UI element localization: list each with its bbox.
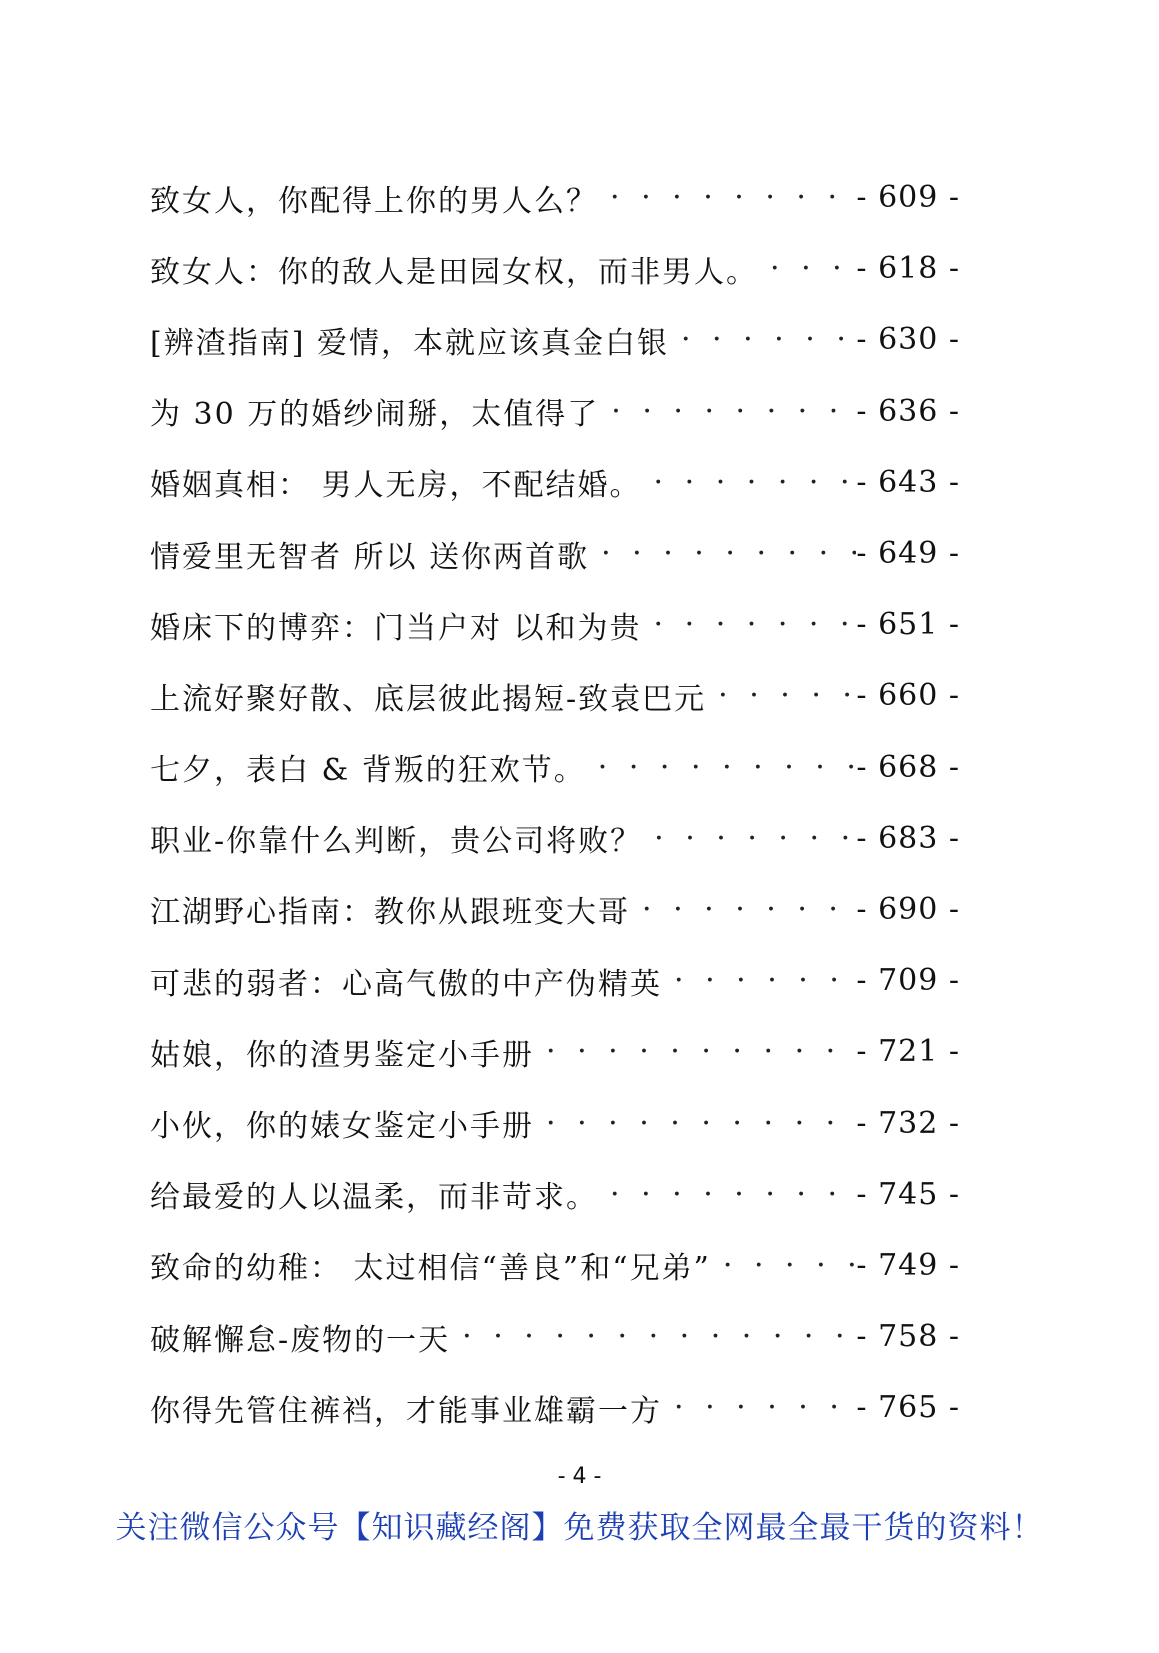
toc-entry-page: - 660 - <box>856 678 960 714</box>
toc-leader-dots <box>534 1106 856 1141</box>
toc-leader-dots <box>711 1248 857 1283</box>
toc-entry-title: 你得先管住裤裆，才能事业雄霸一方 <box>150 1393 662 1429</box>
toc-entry-title: 致命的幼稚： 太过相信“善良”和“兄弟” <box>150 1251 711 1287</box>
toc-entry-title: 上流好聚好散、底层彼此揭短-致袁巴元 <box>150 681 707 717</box>
toc-entry <box>150 376 960 447</box>
toc-leader-dots <box>662 1390 856 1425</box>
toc-entry-title: 姑娘，你的渣男鉴定小手册 <box>150 1037 534 1073</box>
toc-leader-dots <box>630 892 856 927</box>
toc-entry <box>150 589 960 660</box>
toc-entry <box>150 874 960 945</box>
toc-entry <box>150 1230 960 1301</box>
toc-entry <box>150 1087 960 1158</box>
toc-entry-page: - 630 - <box>856 322 960 358</box>
toc-entry <box>150 1159 960 1230</box>
toc-leader-dots <box>642 821 856 856</box>
toc-leader-dots <box>599 394 856 429</box>
toc-leader-dots <box>662 963 856 998</box>
toc-entry-page: - 732 - <box>856 1105 960 1141</box>
toc-entry-title: 为 30 万的婚纱闹掰，太值得了 <box>150 397 600 433</box>
toc-entry-page: - 651 - <box>856 607 960 643</box>
toc-leader-dots <box>669 322 856 357</box>
toc-entry <box>150 447 960 518</box>
toc-entry <box>150 1016 960 1087</box>
toc-entry-page: - 758 - <box>856 1319 960 1355</box>
toc-entry-title: 婚姻真相： 男人无房，不配结婚。 <box>150 468 642 504</box>
toc-entry <box>150 945 960 1016</box>
toc-leader-dots <box>758 251 856 286</box>
toc-entry-page: - 745 - <box>856 1176 960 1212</box>
toc-entry-title: 给最爱的人以温柔，而非苛求。 <box>150 1180 598 1216</box>
toc-entry-title: 江湖野心指南：教你从跟班变大哥 <box>150 895 630 931</box>
toc-leader-dots <box>598 180 856 215</box>
toc-entry <box>150 233 960 304</box>
toc-entry-title: [辨渣指南] 爱情，本就应该真金白银 <box>150 325 669 361</box>
toc-entry-page: - 690 - <box>856 891 960 927</box>
toc-leader-dots <box>642 607 857 642</box>
toc-entry <box>150 1301 960 1372</box>
toc-entry-title: 小伙，你的婊女鉴定小手册 <box>150 1109 534 1145</box>
toc-entry <box>150 304 960 375</box>
toc-entry <box>150 162 960 233</box>
toc-entry-page: - 649 - <box>856 536 960 572</box>
toc-leader-dots <box>534 1034 856 1069</box>
toc-leader-dots <box>450 1319 856 1354</box>
toc-entry-page: - 609 - <box>856 180 960 216</box>
toc-entry-page: - 721 - <box>856 1034 960 1070</box>
toc-leader-dots <box>706 678 856 713</box>
toc-leader-dots <box>598 1177 856 1212</box>
toc-entry <box>150 732 960 803</box>
table-of-contents <box>150 162 960 1443</box>
toc-entry-page: - 636 - <box>856 393 960 429</box>
toc-entry-title: 破解懈怠-废物的一天 <box>150 1322 451 1358</box>
toc-entry-title: 情爱里无智者 所以 送你两首歌 <box>150 539 590 575</box>
toc-leader-dots <box>586 750 857 785</box>
toc-entry-title: 婚床下的博弈：门当户对 以和为贵 <box>150 610 642 646</box>
page-number: - 4 - <box>557 1464 602 1489</box>
toc-entry-page: - 683 - <box>856 820 960 856</box>
toc-entry-title: 职业-你靠什么判断，贵公司将败？ <box>150 824 643 860</box>
footer-promo-banner: 关注微信公众号【知识藏经阁】免费获取全网最全最干货的资料！ <box>115 1510 1044 1546</box>
toc-entry-page: - 643 - <box>856 464 960 500</box>
toc-entry <box>150 518 960 589</box>
toc-leader-dots <box>642 465 857 500</box>
toc-entry-title: 七夕，表白 & 背叛的狂欢节。 <box>150 753 586 789</box>
toc-entry-page: - 618 - <box>856 251 960 287</box>
toc-entry <box>150 660 960 731</box>
toc-entry-title: 致女人：你的敌人是田园女权，而非男人。 <box>150 254 758 290</box>
toc-entry-page: - 749 - <box>856 1247 960 1283</box>
toc-entry-page: - 668 - <box>856 749 960 785</box>
toc-entry-title: 可悲的弱者：心高气傲的中产伪精英 <box>150 966 662 1002</box>
toc-entry <box>150 803 960 874</box>
toc-leader-dots <box>589 536 856 571</box>
toc-entry <box>150 1372 960 1443</box>
toc-entry-page: - 765 - <box>856 1390 960 1426</box>
toc-entry-title: 致女人，你配得上你的男人么？ <box>150 183 598 219</box>
toc-entry-page: - 709 - <box>856 963 960 999</box>
